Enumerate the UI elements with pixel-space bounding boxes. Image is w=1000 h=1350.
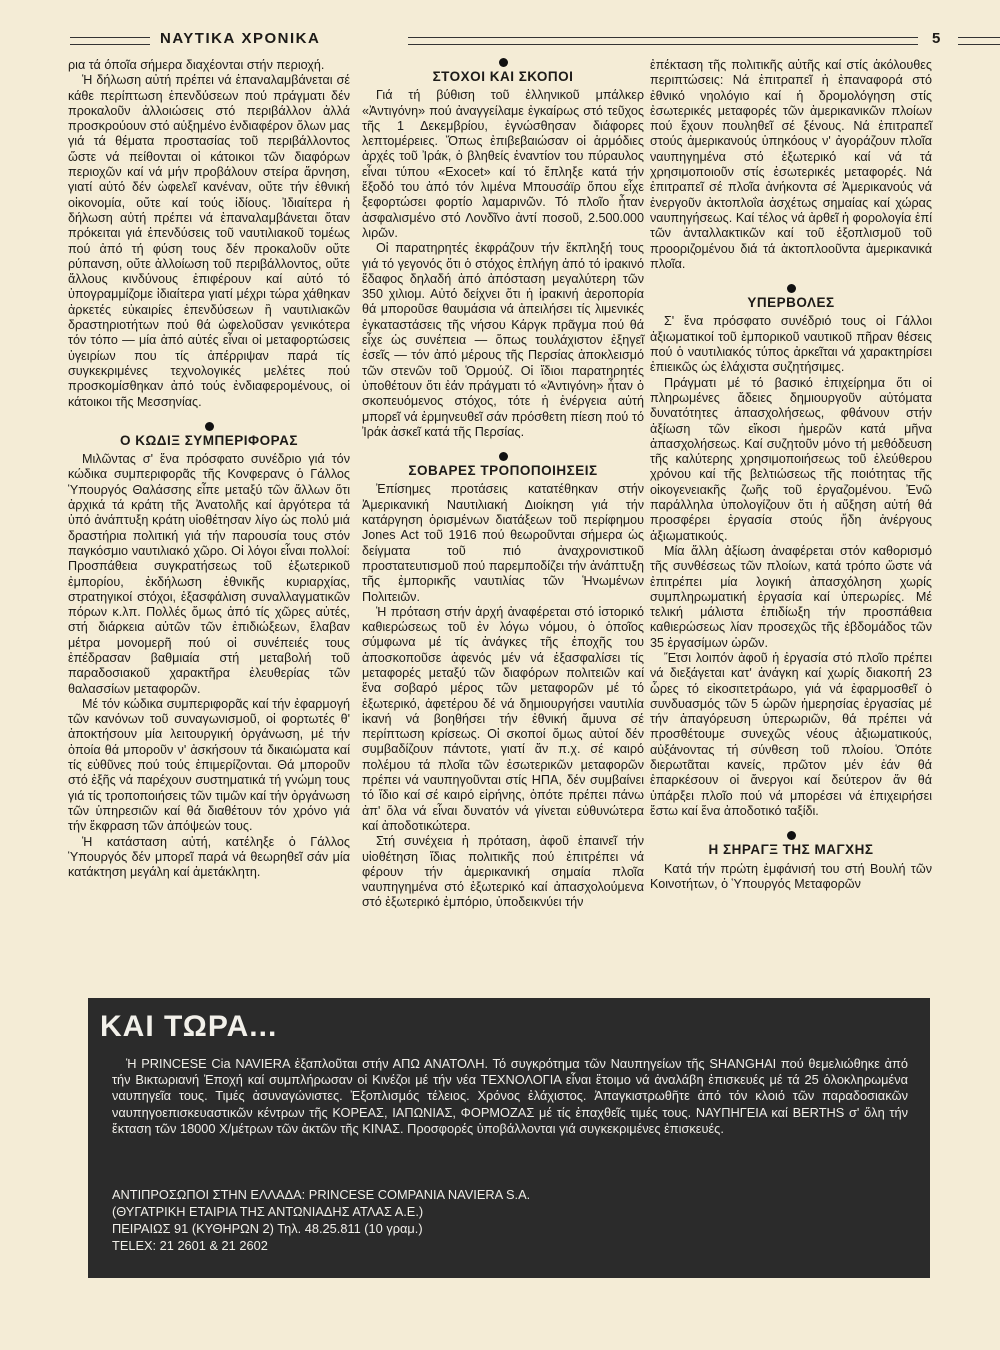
section-bullet-icon <box>205 422 214 431</box>
column-2 <box>362 58 644 911</box>
column-1 <box>68 58 350 880</box>
ad-contact-line: ΠΕΙΡΑΙΩΣ 91 (ΚΥΘΗΡΩΝ 2) Τηλ. 48.25.811 (10 γραμ.) <box>112 1221 423 1236</box>
section-title: ΣΟΒΑΡΕΣ ΤΡΟΠΟΠΟΙΗΣΕΙΣ <box>408 463 598 479</box>
article-paragraph: Μιλῶντας σ' ἕνα πρόσφατο συνέδριο γιά τόν κώδικα συμπεριφορᾶς τῆς Κονφερανς ὁ Γάλλος Ὑπουργός Θαλάσσης εἶπε μεταξύ τῶν ἄλλων ὅτι ἀρχικά τά κράτη τῆς Ἀνατολῆς καί ἀργότερα τά ὑπό ἀνάπτυξη κράτη υἱοθέτησαν λίγο ὡς πολύ μιά δραστήρια πολιτική γιά τήν παρουσία τους στόν παγκόσμιο ναυτιλιακό χῶρο. Οἱ λόγοι εἶναι πολλοί: Προσπάθεια συγκρατήσεως τοῦ ἐξωτερικοῦ ἐμπορίου, ἐκδήλωση ἐθνικῆς κυριαρχίας, στρατηγικοί στόχοι, ἐξασφάλιση συναλλαγματικῶν πόρων κ.λπ. Πολλές ὅμως ἀπό τίς χῶρες αὐτές, στή διάρκεια αὐτῶν τῶν ἐπιδιώξεων, ἔλαβαν μέτρα μονομερῆ πού οἱ συνέπειές τους ἐπέδρασαν βαθμιαία στή μεταβολή τοῦ παραδοσιακοῦ χαρακτῆρα ἐλευθερίας τῶν θαλασσίων μεταφορῶν. <box>68 452 350 696</box>
section-title: ΥΠΕΡΒΟΛΕΣ <box>747 295 835 311</box>
article-paragraph: Μέ τόν κώδικα συμπεριφορᾶς καί τήν ἐφαρμογή τῶν κανόνων τοῦ συναγωνισμοῦ, οἱ φορτωτές θ' ἀποκτήσουν μία λειτουργική ὀργάνωση, μέ τήν ὁποία θά μποροῦν ν' ἀσκήσουν τά δικαιώματα καί τίς εὐθῦνες πού τούς ἐπιμερίζονται. Θά μποροῦν στό ἑξῆς νά παρέχουν συστηματικά τή γνώμη τους γιά τίς τροποποιήσεις τῶν τιμῶν καί τήν ὀργάνωση τῶν ὑπηρεσιῶν καί θά διαθέτουν τόν χρόνο γιά τήν ἔκφραση τῶν ἀπόψεών τους. <box>68 696 350 834</box>
header-rule <box>70 37 150 45</box>
article-paragraph: Κατά τήν πρώτη ἐμφάνισή του στή Βουλή τῶν Κοινοτήτων, ὁ Ὑπουργός Μεταφορῶν <box>650 861 932 891</box>
column-3 <box>650 58 932 892</box>
section-bullet-icon <box>787 831 796 840</box>
article-paragraph: ἐπέκταση τῆς πολιτικῆς αὐτῆς καί στίς ἀκόλουθες περιπτώσεις: Νά ἐπιτραπεῖ ἡ ἐπαναφορά στό ἐθνικό νηολόγιο καί ἡ δρομολόγηση στίς ἐσωτερικές μεταφορές τῶν ἀμερικανικῶν πλοίων πού ἔχουν πουληθεῖ σέ ξένους. Νά ἐπιτραπεῖ στούς ἀμερικανούς ὑπηκόους ν' ἀγοράζουν πλοῖα ναυπηγημένα στό ἐξωτερικό καί νά τά χρησιμοποιοῦν στίς ἐσωτερικές μεταφορές. Νά ἐπιτραπεῖ σέ πλοῖα ἀνήκοντα σέ Ἀμερικανούς νά ἐνεργοῦν ἀκτοπλοΐα ἀσχέτως σημαίας καί χώρας ναυπηγήσεως. Καί τέλος νά ἀρθεῖ ἡ φορολογία ἐπί τῶν ἀνταλλακτικῶν καί τοῦ ἐξοπλισμοῦ τοῦ προοριζομένου διά τά ἀκτοπλοοῦντα ἀμερικανικά πλοῖα. <box>650 58 932 271</box>
header-rule <box>958 37 1000 45</box>
article-paragraph: Γιά τή βύθιση τοῦ ἑλληνικοῦ μπάλκερ «Ἀντιγόνη» πού ἀναγγείλαμε ἐγκαίρως στό τεῦχος τῆς 1 Δεκεμβρίου, ἐγνώσθησαν διάφορες λεπτομέρειες. Ὅπως ἐπιβεβαιώσαν οἱ ἁρμόδιες ἀρχές τοῦ Ἰράκ, ὁ βληθείς ἐναντίον του πύραυλος εἶναι τύπου «Exocet» καί τό ἔπληξε κατά τήν ἔξοδό του ἀπό τόν λιμένα Μπουσάϊρ ὅπου εἶχε ξεφορτώσει φορτίο λαμαρινῶν. Τό πλοῖο ἦταν ἀσφαλισμένο στό Λονδῖνο ἀντί ποσοῦ, 2.500.000 λιρῶν. <box>362 88 644 240</box>
ad-contact-line: ΑΝΤΙΠΡΟΣΩΠΟΙ ΣΤΗΝ ΕΛΛΑΔΑ: PRINCESE COMPANIA NAVIERA S.A. <box>112 1187 531 1202</box>
ad-title: ΚΑΙ ΤΩΡΑ... <box>100 1010 278 1043</box>
ad-contact-line: (ΘΥΓΑΤΡΙΚΗ ΕΤΑΙΡΙΑ ΤΗΣ ΑΝΤΩΝΙΑΔΗΣ ΑΤΛΑΣ Α.Ε.) <box>112 1204 424 1219</box>
article-paragraph: Σ' ἕνα πρόσφατο συνέδριό τους οἱ Γάλλοι ἀξιωματικοί τοῦ ἐμπορικοῦ ναυτικοῦ πῆραν θέσεις πού ὁ ναυτιλιακός τύπος ἀρκεῖται νά χαρακτηρίσει ἐπιεικῶς ὡς ἐλάχιστα συζητήσιμες. <box>650 314 932 375</box>
advertisement-box <box>88 998 930 1278</box>
section-title: ΣΤΟΧΟΙ ΚΑΙ ΣΚΟΠΟΙ <box>432 69 574 84</box>
ad-contacts <box>112 1186 530 1254</box>
article-paragraph: Πράγματι μέ τό βασικό ἐπιχείρημα ὅτι οἱ πληρωμένες ἄδειες δημιουργοῦν αὐτόματα δυνατότητες ἀπασχολήσεως, φθάνουν στήν ἀξίωση τῶν εἴκοσι ἡμερῶν κατά μῆνα ἀπασχολήσεως. Καί συζητοῦν μόνο τή μεθόδευση τῆς καλύτερης χρησιμοποιήσεως τοῦ ἐλεύθερου χρόνου καί τῆς βελτιώσεως τῆς ποιότητας τῆς οἰκογενειακῆς ζωῆς τοῦ ἐργαζομένου. Ἐνῶ παράλληλα ὑπολογίζουν ὅτι ἡ αὔξηση αὐτή θά προσφέρει ἐργασία στούς ἤδη ἀνέργους ἀξιωματικούς. <box>650 375 932 543</box>
section-bullet-icon <box>499 452 508 461</box>
article-paragraph: Στή συνέχεια ἡ πρόταση, ἀφοῦ ἐπαινεῖ τήν υἱοθέτηση ἴδιας πολιτικῆς πού ἐπιτρέπει νά φέρουν τήν ἀμερικανική σημαία πλοῖα ναυπηγημένα στό ἐξωτερικό καί ἀπασχολούμενα στό ἐξωτερικό ἐμπόριο, ὑποδεικνύει τήν <box>362 834 644 910</box>
section-title: Η ΣΗΡΑΓΞ ΤΗΣ ΜΑΓΧΗΣ <box>708 842 874 858</box>
ad-body: Ἡ PRINCESE Cia NAVIERA ἐξαπλοῦται στήν ΑΠΩ ΑΝΑΤΟΛΗ. Τό συγκρότημα τῶν Ναυπηγείων τῆς SHANGHAI πού θεμελιώθηκε ἀπό τήν Βικτωριανή Ἐποχή καί συμπλήρωσαν οἱ Κινέζοι μέ τήν νέα ΤΕΧΝΟΛΟΓΙΑ εἶναι ἕτοιμο νά ἀναλάβη ἐπισκευές μέ τά 25 ὁλοκληρωμένα ναυπηγεῖα τους. Τιμές ἀσυναγώνιστες. Ἐξοπλισμός τέλειος. Χρόνος ἐλάχιστος. Ἀπαγκιστρωθῆτε ἀπό τόν κλοιό τῶν παραδοσιακῶν ναυπηγοεπισκευαστικῶν κέντρων τῆς ΚΟΡΕΑΣ, ΙΑΠΩΝΙΑΣ, ΦΟΡΜΟΖΑΣ μέ τίς ἐπαχθεῖς τιμές τους. ΝΑΥΠΗΓΕΙΑ καί BERTHS σ' ὅλη τήν ἔκταση τῶν 18000 Χ/μέτρων τῶν ἀκτῶν τῆς ΚΙΝΑΣ. Προσφορές ὑποβάλλονται γιά συγκεκριμένες ἐπισκευές. <box>112 1056 908 1136</box>
page-header <box>70 30 940 52</box>
article-paragraph: Ἔτσι λοιπόν ἀφοῦ ἡ ἐργασία στό πλοῖο πρέπει νά διεξάγεται κατ' ἀνάγκη καί χωρίς διακοπή 23 ὧρες τό εἰκοσιτετράωρο, γιά νά ἐφαρμοσθεῖ ὁ συνδυασμός τῶν 5 ὡρῶν ἡμερησίας ἐργασίας μέ τήν ἀπαγόρευση ὑπερωριῶν, θά πρέπει νά προσθέτουμε συνεχῶς νέους ἀξιωματικούς, αὐξάνοντας τή σύνθεση τοῦ πλοίου. Ὁπότε διερωτᾶται κανείς, πρῶτον μέν ἐάν θά ἐπαρκέσουν οἱ ἄνεργοι καί δεύτερον ἄν θά ὑπάρξει πλοῖο πού νά μπορέσει νά ἐπιχειρήσει ἔστω καί ἕνα ἀποδοτικό ταξίδι. <box>650 650 932 818</box>
section-title: Ο ΚΩΔΙΞ ΣΥΜΠΕΡΙΦΟΡΑΣ <box>119 432 298 448</box>
header-rule <box>408 37 918 45</box>
article-paragraph: Ἡ δήλωση αὐτή πρέπει νά ἐπαναλαμβάνεται σέ κάθε περίπτωση ἐπενδύσεων πού πράγματι δέν προκαλοῦν ἀλλοιώσεις στό περιβάλλον ἀλλά προσκρούουν στό αὐξημένο ἐνδιαφέρον ὅλων μας γιά τά θέματα προστασίας τοῦ περιβάλλοντος ὥστε νά πείθονται οἱ κάτοικοι τῶν διαφόρων περιοχῶν καί νά μήν προβάλουν στείρα ἄρνηση, γιατί αὐτό δέν ὠφελεῖ κανέναν, οὔτε τήν ἐθνική οἰκονομία, οὔτε καί τούς ἰδίους. Ἰδιαίτερα ἡ δήλωση αὐτή πρέπει νά ἐπαναλαμβάνεται ὅταν πρόκειται γιά ἐπενδύσεις τοῦ ναυτιλιακοῦ τομέως πού ἀπό τή φύση τους δέν προκαλοῦν οὔτε ρύπανση, οὔτε ἀλλοίωση τοῦ περιβάλλοντος, οὔτε ἄλλους κινδύνους ἐπιφέρουν καί αὐτό τό ὑπογραμμίζομε ἰδιαίτερα γιατί μέχρι τώρα χάθηκαν ἀρκετές εὐκαιρίες ἐπενδύσεων ἢ ναυτιλιακῶν δραστηριοτήτων πού θά ὠφελοῦσαν γενικότερα τόν τόπο — μία ἀπό αὐτές εἶναι οἱ μεταφορτώσεις ὑγειρίων που τίς ἀπέρριψαν παρά τίς συγκεκριμένες τεχνολογικές μελέτες πού προσκομίσθηκαν ἀπό τούς ἐνδιαφερομένους, οἱ κάτοικοι τῆς Μεσσηνίας. <box>68 73 350 409</box>
section-bullet-icon <box>499 58 508 67</box>
article-paragraph: Ἡ κατάσταση αὐτή, κατέληξε ὁ Γάλλος Ὑπουργός δέν μπορεῖ παρά νά θεωρηθεῖ σάν μία κατάκτηση μεγάλη καί ἀμετάκλητη. <box>68 834 350 880</box>
section-bullet-icon <box>787 284 796 293</box>
article-paragraph: Οἱ παρατηρητές ἐκφράζουν τήν ἔκπληξή τους γιά τό γεγονός ὅτι ὁ στόχος ἐπλήγη ἀπό τό ἰρακινό ἔδαφος δηλαδή ἀπό ἀπόσταση μεγαλύτερη τῶν 350 χιλιομ. Αὐτό δείχνει ὅτι ἡ ἰρακινή ἀεροπορία θά μποροῦσε θαυμάσια νά ἀπειλήσει τίς λιμενικές ἐγκαταστάσεις τῆς νήσου Κάργκ πρᾶγμα πού θά εἶχε ὡς συνέπεια — ὅπως τουλάχιστον ἐξηγεῖ ἐσεῖς — τόν ἀπό μέρους τῆς Περσίας ἀποκλεισμό τῶν στενῶν τοῦ Ὁρμούζ. Οἱ ἴδιοι παρατηρητές ὑποθέτουν ὅτι ἐάν πράγματι τό «Ἀντιγόνη» ἦταν ὁ σκοπευόμενος στόχος, τότε ἡ ἐνέργεια αὐτή μπορεῖ νά ἑρμηνευθεῖ σάν πρόσθετη πίεση πού τό Ἰράκ ἀσκεῖ κατά τῆς Περσίας. <box>362 241 644 439</box>
ad-contact-line: TELEX: 21 2601 & 21 2602 <box>112 1238 268 1253</box>
article-paragraph: Ἡ πρόταση στήν ἀρχή ἀναφέρεται στό ἱστορικό καθιερώσεως τοῦ ἐν λόγω νόμου, ὁ ὁποῖος σύμφωνα μέ τίς ἀνάγκες τῆς ἐποχῆς του ἀποσκοποῦσε ἀφενός μέν νά ἐξασφαλίσει τίς μεταφορές μεταξύ τῶν διαφόρων πολιτειῶν καί ἕνα σοβαρό μέρος τῶν μεταφορῶν μέ τό ἐξωτερικό, ἀφετέρου δέ νά δημιουργήσει ναυτιλία ἱκανή νά βοηθήσει τήν ἐθνική ἄμυνα σέ περίπτωση κρίσεως. Οἱ σκοποί ὅμως αὐτοί δέν συμβαδίζουν πάντοτε, γιατί ἄν π.χ. σέ καιρό πολέμου τά πλοῖα τῶν ἐσωτερικῶν μεταφορῶν πρέπει νά ναυπηγοῦνται στίς ΗΠΑ, δέν συμβαίνει τό ἴδιο καί σέ καιρό εἰρήνης, ὁπότε πρέπει πάνω ἀπ' ὅλα νά εἶναι δυνατόν νά γίνεται εὐθυνώτερα καί ἀποδοτικώτερα. <box>362 604 644 833</box>
article-paragraph: ρια τά όποῖα σήμερα διαχέονται στήν περιοχή. <box>68 58 325 72</box>
masthead: ΝΑΥΤΙΚΑ ΧΡΟΝΙΚΑ <box>160 30 321 47</box>
page-number: 5 <box>932 30 941 47</box>
article-paragraph: Ἐπίσημες προτάσεις κατατέθηκαν στήν Ἀμερικανική Ναυτιλιακή Διοίκηση γιά τήν κατάργηση ὁρισμένων διατάξεων τοῦ περίφημου Jones Act τοῦ 1916 πού θεωροῦνται σήμερα ὡς δείγματα τοῦ πιό ἀναχρονιστικοῦ προστατευτισμοῦ πού παρεμποδίζει τήν ἀνάπτυξη τῆς ἐμπορικῆς ναυτιλίας τῶν Ἡνωμένων Πολιτειῶν. <box>362 482 644 604</box>
article-paragraph: Μία ἄλλη ἀξίωση ἀναφέρεται στόν καθορισμό τῆς συνθέσεως τῶν πλοίων, κατά τρόπο ὥστε νά ἐπιτρέπει μία λογική ἀπασχόληση χωρίς συμπληρωματική ἐργασία καί ὑπερωρίες. Μέ τελική μάλιστα ἐπιδίωξη τήν προσπάθεια καθιερώσεως λίαν προσεχῶς τῆς ἑβδομάδος τῶν 35 ἐργασίμων ὡρῶν. <box>650 543 932 650</box>
